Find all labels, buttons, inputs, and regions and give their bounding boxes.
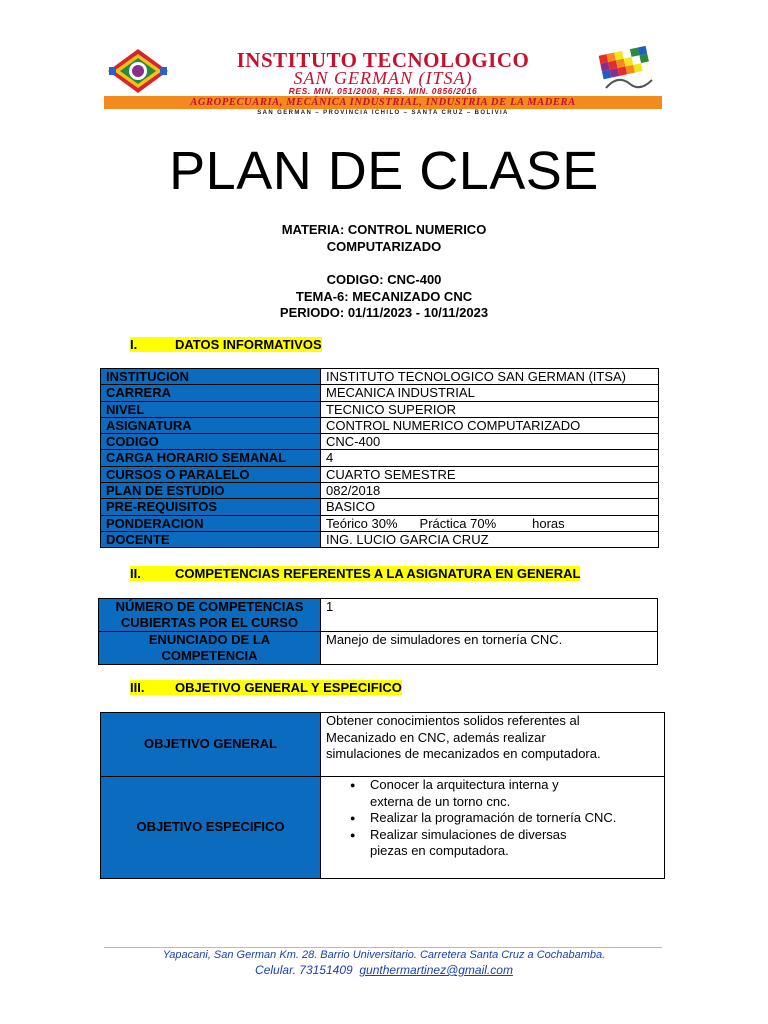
row-label [99,632,321,665]
row-value: CONTROL NUMERICO COMPUTARIZADO [321,417,659,433]
footer-email-link[interactable]: gunthermartinez@gmail.com [359,963,513,977]
row-value: BASICO [321,499,659,515]
row-label: PLAN DE ESTUDIO [101,483,321,499]
bullet-list [326,777,659,860]
text-line: Obtener conocimientos solidos referentes al [326,713,580,728]
section-heading-competencias [130,566,580,581]
areas-band: AGROPECUARIA, MECÁNICA INDUSTRIAL, INDUSTRIA DE LA MADERA [104,96,662,109]
label-line: NÚMERO DE COMPETENCIAS [115,599,304,614]
footer-contact [0,963,768,977]
text-line: ● Conocer la arquitectura interna y [370,777,559,792]
list-item [346,810,659,827]
list-item [346,827,659,860]
table-row [101,385,659,401]
row-label: CURSOS O PARALELO [101,466,321,482]
table-row [101,777,665,879]
table-row [101,450,659,466]
section-number: II. [130,566,175,581]
row-value: CNC-400 [321,434,659,450]
objetivo-general-text [321,713,665,777]
table-row [99,599,658,632]
text-line: ● Realizar la programación de tornería CNC. [370,810,617,825]
ponderacion-practica: Práctica 70% [419,515,497,531]
location-line: SAN GERMAN – PROVINCIA ICHILO – SANTA CRUZ – BOLIVIA [257,110,509,116]
row-value: ING. LUCIO GARCIA CRUZ [321,531,659,547]
codigo-line: CODIGO: CNC-400 [326,272,442,287]
row-value: 1 [321,599,658,632]
table-row [101,531,659,547]
section-title: DATOS INFORMATIVOS [175,337,322,352]
text-line: simulaciones de mecanizados en computadora. [326,746,601,761]
section-title: OBJETIVO GENERAL Y ESPECIFICO [175,680,402,695]
page-title: PLAN DE CLASE [169,141,599,201]
institution-header [104,44,662,120]
row-label: OBJETIVO ESPECIFICO [101,777,321,879]
footer-divider [104,947,662,948]
row-value: 082/2018 [321,483,659,499]
footer-address: Yapacani, San German Km. 28. Barrio Universitario. Carretera Santa Cruz a Cochabamba. [162,949,606,961]
row-label: OBJETIVO GENERAL [101,713,321,777]
row-label: CODIGO [101,434,321,450]
table-row [101,434,659,450]
institute-subtitle: SAN GERMAN (ITSA) [293,68,473,88]
materia-line-1: MATERIA: CONTROL NUMERICO [281,222,487,237]
row-label: INSTITUCION [101,369,321,385]
list-item [346,777,659,810]
row-value: 4 [321,450,659,466]
table-row [101,417,659,433]
row-label: PONDERACION [101,515,321,531]
table-row [99,632,658,665]
resolutions-line: RES. MIN. 051/2008, RES. MIN. 0856/2016 [288,86,478,96]
row-value: TECNICO SUPERIOR [321,401,659,417]
section-number: III. [130,680,175,695]
footer-phone: Celular. 73151409 [255,963,353,977]
table-row [101,466,659,482]
table-row [101,499,659,515]
row-label: DOCENTE [101,531,321,547]
materia-block [0,222,768,255]
objetivos-table [100,712,665,879]
text-line: Mecanizado en CNC, además realizar [326,729,546,745]
row-value-ponderacion [321,515,659,531]
row-label: CARRERA [101,385,321,401]
text-line: piezas en computadora. [370,843,509,858]
institute-name: INSTITUTO TECNOLOGICO [236,48,530,72]
table-row [101,369,659,385]
row-label [99,599,321,632]
section-number: I. [130,337,175,352]
materia-line-2: COMPUTARIZADO [326,238,442,254]
row-label: NIVEL [101,401,321,417]
row-value: Manejo de simuladores en tornería CNC. [321,632,658,665]
text-line: ● Realizar simulaciones de diversas [370,826,567,842]
label-line: ENUNCIADO DE LA [148,632,271,647]
competencias-table [98,598,658,665]
row-label: ASIGNATURA [101,417,321,433]
ponderacion-horas: horas [532,515,565,531]
tema-line: TEMA-6: MECANIZADO CNC [295,288,473,304]
table-row [101,401,659,417]
row-label: PRE-REQUISITOS [101,499,321,515]
row-value: CUARTO SEMESTRE [321,466,659,482]
text-line: externa de un torno cnc. [370,793,511,809]
table-row [101,515,659,531]
row-value: MECANICA INDUSTRIAL [321,385,659,401]
objetivo-especifico-list [321,777,665,879]
section-heading-objetivos [130,680,402,695]
datos-informativos-table [100,368,659,548]
row-value: INSTITUTO TECNOLOGICO SAN GERMAN (ITSA) [321,369,659,385]
table-row [101,713,665,777]
course-info-block [0,272,768,322]
row-label: CARGA HORARIO SEMANAL [101,450,321,466]
table-row [101,483,659,499]
section-title: COMPETENCIAS REFERENTES A LA ASIGNATURA EN GENERAL [175,566,581,581]
periodo-line: PERIODO: 01/11/2023 - 10/11/2023 [279,305,489,320]
section-heading-datos [130,337,322,352]
ponderacion-teorico: Teórico 30% [326,515,398,531]
label-line: CUBIERTAS POR EL CURSO [120,615,299,630]
label-line: COMPETENCIA [161,648,258,663]
